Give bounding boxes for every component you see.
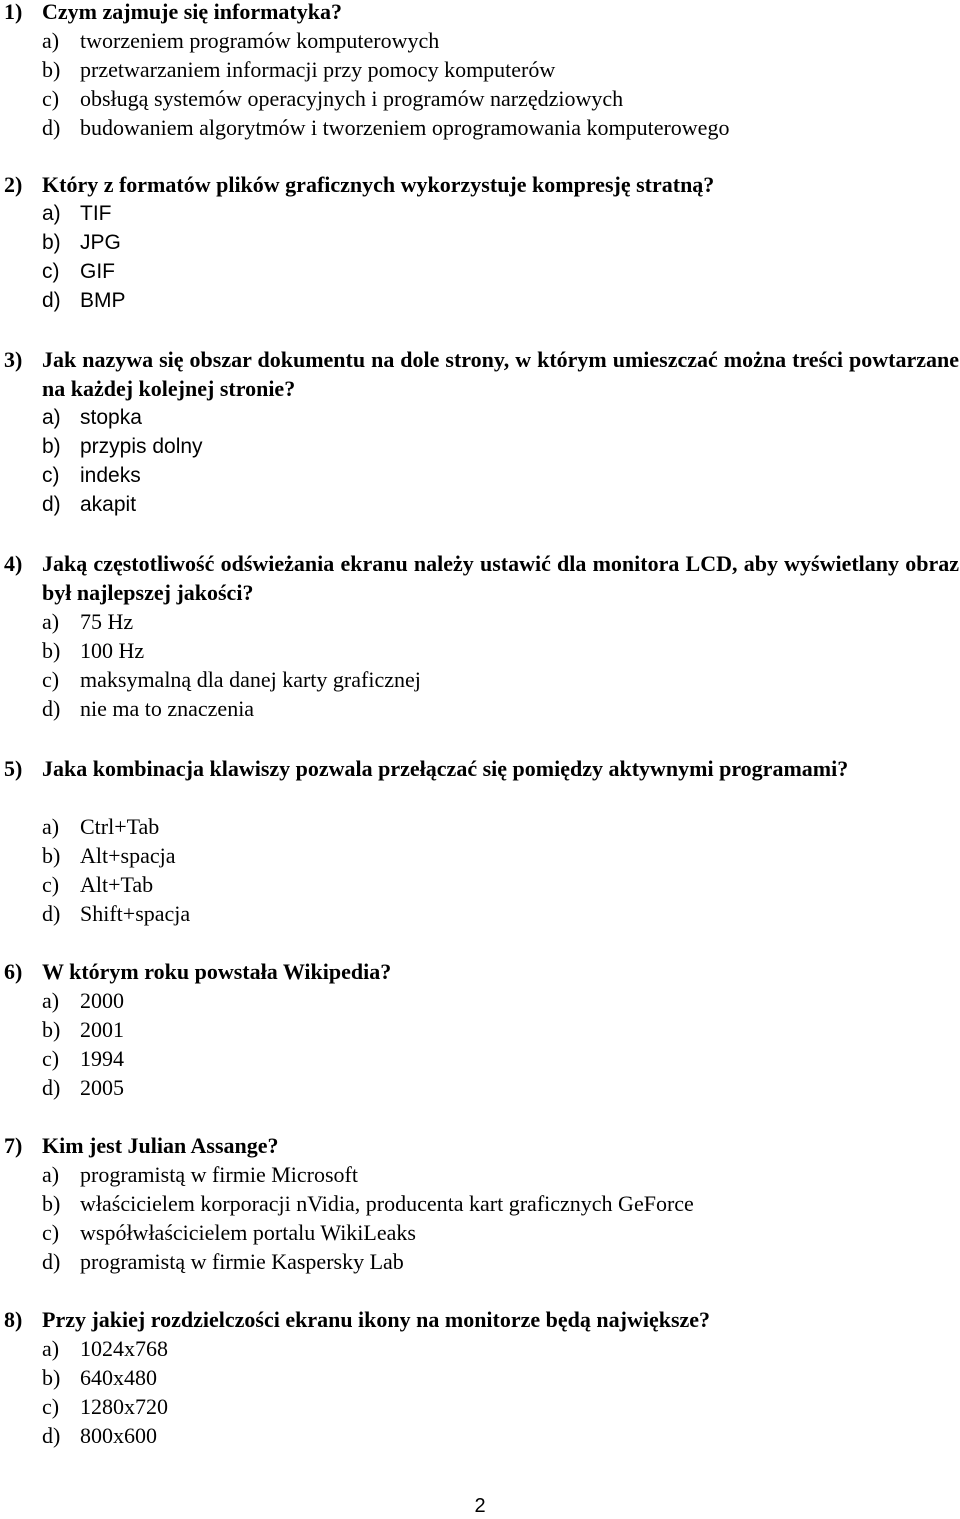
question-title [0,754,960,812]
question-title [0,549,960,607]
question-text: Jaką częstotliwość odświeżania ekranu należy ustawić dla monitora LCD, aby wyświetlany obraz był najlepszej jakości? [42,551,959,605]
answer-text: stopka [80,406,142,429]
question-text: W którym roku powstała Wikipedia? [42,959,392,984]
answer-option [0,113,960,142]
question-text: Jak nazywa się obszar dokumentu na dole strony, w którym umieszczać można treści powtarzane na każdej kolejnej stronie? [42,347,959,401]
answer-text: maksymalną dla danej karty graficznej [80,667,421,692]
answer-text: 2005 [80,1075,124,1100]
answer-option [0,1363,960,1392]
question-number: 2) [4,172,23,197]
question-8 [0,1305,960,1450]
question-5 [0,754,960,928]
answer-text: Shift+spacja [80,901,191,926]
answer-option [0,1247,960,1276]
answer-letter: c) [42,872,60,897]
answer-letter: c) [42,667,60,692]
answer-option [0,1015,960,1044]
answer-letter: a) [42,202,61,225]
answer-letter: d) [42,1423,61,1448]
answer-letter: b) [42,57,61,82]
answer-text: akapit [80,493,137,516]
answer-letter: c) [42,1220,60,1245]
answer-option [0,228,960,257]
answer-letter: d) [42,1075,61,1100]
answer-text: 800x600 [80,1423,157,1448]
question-number: 6) [4,959,23,984]
answer-option [0,870,960,899]
answer-option [0,1073,960,1102]
answer-option [0,1218,960,1247]
answer-text: tworzeniem programów komputerowych [80,28,440,53]
answer-option [0,665,960,694]
answer-letter: b) [42,1191,61,1216]
question-title [0,1131,960,1160]
answer-text: 2000 [80,988,124,1013]
question-6 [0,957,960,1102]
answer-text: Alt+spacja [80,843,176,868]
answer-option [0,55,960,84]
question-text: Czym zajmuje się informatyka? [42,0,342,24]
question-text: Który z formatów plików graficznych wykorzystuje kompresję stratną? [42,172,715,197]
answer-option [0,403,960,432]
answer-letter: a) [42,814,60,839]
answer-letter: d) [42,493,61,516]
answer-letter: c) [42,86,60,111]
question-title [0,170,960,199]
answer-letter: d) [42,1249,61,1274]
page-number: 2 [474,1495,486,1517]
answer-option [0,432,960,461]
question-title [0,0,960,26]
answer-text: GIF [80,260,115,283]
answer-text: obsługą systemów operacyjnych i programów narzędziowych [80,86,624,111]
answer-option [0,26,960,55]
answer-letter: a) [42,1336,60,1361]
answer-letter: b) [42,638,61,663]
answer-letter: b) [42,1017,61,1042]
answer-option [0,841,960,870]
answer-option [0,199,960,228]
answer-letter: d) [42,115,61,140]
answer-option [0,257,960,286]
answer-letter: d) [42,901,61,926]
answer-text: budowaniem algorytmów i tworzeniem oprogramowania komputerowego [80,115,730,140]
answer-text: programistą w firmie Microsoft [80,1162,358,1187]
answer-text: 1994 [80,1046,124,1071]
question-number: 1) [4,0,23,24]
question-2 [0,170,960,315]
question-7 [0,1131,960,1276]
answer-option [0,1044,960,1073]
question-number: 3) [4,347,23,372]
answer-option [0,694,960,723]
answer-letter: c) [42,260,60,283]
question-title [0,957,960,986]
answer-option [0,84,960,113]
answer-text: nie ma to znaczenia [80,696,255,721]
answer-letter: b) [42,435,61,458]
answer-text: właścicielem korporacji nVidia, producenta kart graficznych GeForce [80,1191,694,1216]
answer-text: TIF [80,202,112,225]
answer-option [0,1334,960,1363]
answer-text: 75 Hz [80,609,134,634]
answer-text: przypis dolny [80,435,203,458]
answer-option [0,607,960,636]
answer-letter: c) [42,464,60,487]
question-text: Kim jest Julian Assange? [42,1133,279,1158]
answer-text: 2001 [80,1017,124,1042]
answer-text: 1024x768 [80,1336,168,1361]
answer-option [0,286,960,315]
answer-option [0,986,960,1015]
question-text: Jaka kombinacja klawiszy pozwala przełączać się pomiędzy aktywnymi programami? [42,756,849,781]
answer-text: 640x480 [80,1365,157,1390]
question-number: 4) [4,551,23,576]
answer-letter: a) [42,988,60,1013]
answer-letter: a) [42,1162,60,1187]
answer-option [0,1392,960,1421]
question-1 [0,0,960,142]
answer-text: programistą w firmie Kaspersky Lab [80,1249,404,1274]
answer-text: 1280x720 [80,1394,168,1419]
answer-option [0,461,960,490]
question-3 [0,345,960,519]
answer-letter: c) [42,1394,60,1419]
answer-text: JPG [80,231,121,254]
question-text: Przy jakiej rozdzielczości ekranu ikony na monitorze będą największe? [42,1307,711,1332]
answer-text: 100 Hz [80,638,145,663]
answer-option [0,490,960,519]
answer-text: przetwarzaniem informacji przy pomocy komputerów [80,57,556,82]
answer-letter: d) [42,289,61,312]
answer-option [0,812,960,841]
answer-letter: b) [42,1365,61,1390]
answer-option [0,1189,960,1218]
question-title [0,345,960,403]
question-number: 8) [4,1307,23,1332]
answer-text: współwłaścicielem portalu WikiLeaks [80,1220,416,1245]
question-4 [0,549,960,723]
answer-option [0,1421,960,1450]
answer-text: indeks [80,464,141,487]
answer-letter: d) [42,696,61,721]
answer-text: Ctrl+Tab [80,814,160,839]
question-title [0,1305,960,1334]
answer-letter: a) [42,406,61,429]
answer-letter: b) [42,231,61,254]
question-number: 5) [4,756,23,781]
answer-letter: b) [42,843,61,868]
answer-letter: a) [42,28,60,53]
answer-option [0,636,960,665]
answer-text: BMP [80,289,126,312]
answer-letter: c) [42,1046,60,1071]
answer-text: Alt+Tab [80,872,154,897]
answer-option [0,899,960,928]
answer-option [0,1160,960,1189]
question-number: 7) [4,1133,23,1158]
answer-letter: a) [42,609,60,634]
